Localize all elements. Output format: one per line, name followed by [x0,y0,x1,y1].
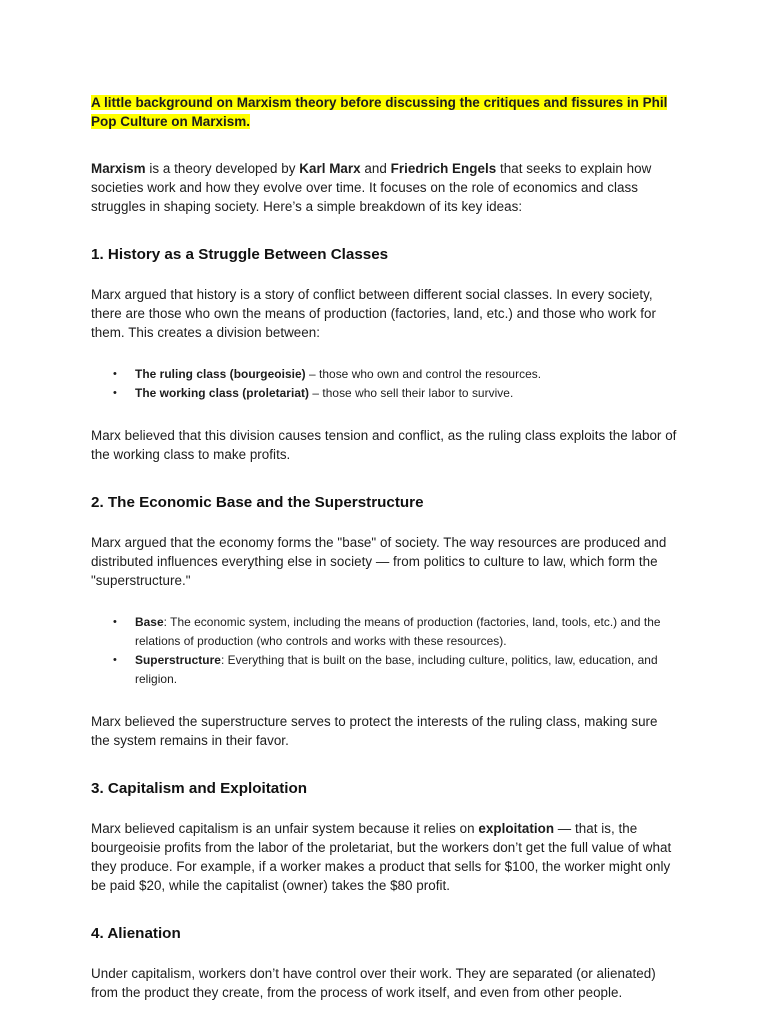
section-4-paragraph: Under capitalism, workers don’t have control over their work. They are separated (or alienated) from the product they create, from the process of work itself, and even from other people. [91,966,656,1000]
list-item-text: : The economic system, including the means of production (factories, land, tools, etc.) and the relations of production (who controls and works with these resources). [135,615,661,648]
section-1-paragraph-2: Marx believed that this division causes tension and conflict, as the ruling class exploits the labor of the working class to make profits. [91,428,677,462]
section-1-heading: 1. History as a Struggle Between Classes [91,246,389,263]
list-item-term: The working class (proletariat) [135,386,310,400]
term-exploitation: exploitation [478,821,555,836]
bullet-icon: • [113,387,117,399]
list-item-text: : Everything that is built on the base, including culture, politics, law, education, and religion. [135,653,658,686]
name-karl-marx: Karl Marx [299,161,361,176]
intro-highlight [91,93,678,131]
list-item [113,613,678,651]
section-3-text-2: — that is, the bourgeoisie profits from the labor of the proletariat, but the workers don’t get the full value of what they produce. For example, if a worker makes a product that sells for $100, the worker might only be paid $20, while the capitalist (owner) takes the $80 profit. [91,821,672,893]
section-3-heading: 3. Capitalism and Exploitation [91,780,308,797]
list-item [113,651,678,689]
list-item-text: – those who sell their labor to survive. [309,386,514,400]
section-3-paragraph [91,819,678,895]
section-2-paragraph-1: Marx argued that the economy forms the "base" of society. The way resources are produced and distributed influences everything else in society — from politics to culture to law, which form the "superstructure." [91,535,667,588]
list-item [113,384,678,403]
section-2-heading: 2. The Economic Base and the Superstructure [91,494,424,511]
overview-text-1: is a theory developed by [145,161,300,176]
list-item-term: Base [135,615,164,629]
overview-text-2: and [360,161,391,176]
intro-text: A little background on Marxism theory before discussing the critiques and fissures in Phil Pop Culture on Marxism. [91,95,668,129]
section-2-bullet-list [91,613,678,689]
list-item-text: – those who own and control the resources. [305,367,542,381]
section-1-bullet-list [91,365,678,403]
section-4-heading: 4. Alienation [91,925,181,942]
section-1-paragraph-1: Marx argued that history is a story of conflict between different social classes. In every society, there are those who own the means of production (factories, land, etc.) and those who work for them. This creates a division between: [91,287,656,340]
list-item-term: Superstructure [135,653,221,667]
bullet-icon: • [113,616,117,628]
term-marxism: Marxism [91,161,146,176]
overview-paragraph [91,159,678,216]
section-2-paragraph-2: Marx believed the superstructure serves to protect the interests of the ruling class, making sure the system remains in their favor. [91,714,658,748]
list-item-term: The ruling class (bourgeoisie) [135,367,306,381]
name-friedrich-engels: Friedrich Engels [390,161,497,176]
section-3-text-1: Marx believed capitalism is an unfair system because it relies on [91,821,479,836]
list-item [113,365,678,384]
bullet-icon: • [113,368,117,380]
bullet-icon: • [113,654,117,666]
overview-text-3: that seeks to explain how societies work and how they evolve over time. It focuses on the role of economics and class struggles in shaping society. Here’s a simple breakdown of its key ideas: [91,161,652,214]
